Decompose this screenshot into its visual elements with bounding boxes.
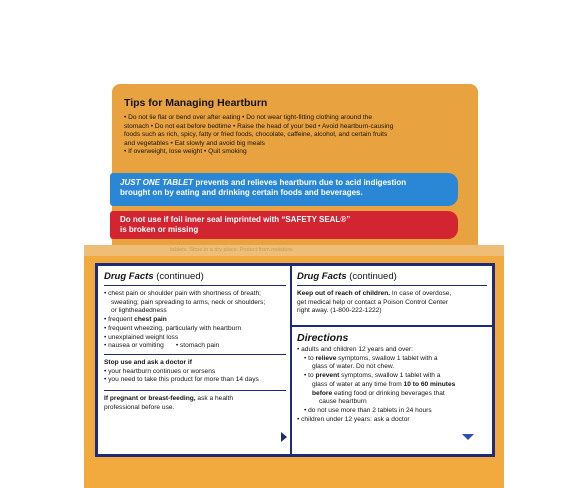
drug-facts-left-column [104,271,286,412]
tips-line: • If overweight, lose weight • Quit smoking [124,148,247,156]
one-tablet-banner [110,173,458,206]
list-item: • children under 12 years: ask a doctor [297,415,410,423]
list-item: • frequent wheezing, particularly with heartburn [104,324,242,332]
drug-facts-heading: Drug Facts (continued) [297,271,397,282]
list-item: glass of water. Do not chew. [312,363,395,371]
section-divider [292,325,492,327]
directions-heading: Directions [297,332,349,344]
list-item: • nausea or vomiting • stomach pain [104,342,220,350]
list-item: • your heartburn continues or worsens [104,367,216,375]
faded-print: tablets. Store in a dry place. Protect from moisture. [170,247,294,253]
list-item: • to prevent symptoms, swallow 1 tablet with a [304,372,441,380]
list-item: or lightheadedness [111,307,167,315]
heading-rule [104,285,286,286]
stop-use-heading: Stop use and ask a doctor if [104,358,192,366]
list-item: before eating food or drinking beverages that [312,389,445,397]
drug-facts-right-column [297,271,487,316]
list-item: • adults and children 12 years and over: [297,346,413,353]
list-item: sweating; pain spreading to arms, neck or shoulders; [111,298,266,306]
warning-line2: is broken or missing [120,224,199,234]
banner-text-line2: brought on by eating and drinking certain foods and beverages. [120,188,363,197]
section-rule [104,390,286,391]
keep-out-of-reach: Keep out of reach of children. In case of overdose, [297,290,452,297]
list-item: • you need to take this product for more than 14 days [104,376,259,384]
list-item: • chest pain or shoulder pain with shortness of breath; [104,290,261,297]
drug-facts-heading: Drug Facts (continued) [104,271,204,282]
list-item: • do not use more than 2 tablets in 24 hours [304,406,432,414]
pregnancy-warning: If pregnant or breast-feeding, ask a health [104,395,233,403]
list-item: • unexplained weight loss [104,333,179,341]
tips-line: foods such as rich, spicy, fatty or fried foods, chocolate, caffeine, alcohol, and certain fruits [124,131,388,139]
list-item: • to relieve symptoms, swallow 1 tablet with a [304,354,438,362]
tips-line: • Do not lie flat or bend over after eating • Do not wear tight-fitting clothing around the [124,114,372,121]
keep-out-of-reach-line3: right away. (1-800-222-1222) [297,307,382,315]
list-item: • frequent chest pain [104,316,167,324]
pregnancy-warning-line2: professional before use. [104,403,175,411]
continue-down-arrow-icon [462,434,474,440]
banner-text: prevents and relieves heartburn due to acid indigestion [193,178,407,187]
warning-line1: Do not use if foil inner seal imprinted with “SAFETY SEAL®” [120,215,351,224]
keep-out-of-reach-line2: get medical help or contact a Poison Control Center [297,298,449,306]
list-item: cause heartburn [319,398,367,406]
continue-right-arrow-icon [281,432,287,442]
directions-section [297,332,487,424]
tips-title: Tips for Managing Heartburn [124,97,268,109]
tips-line: and vegetables • Eat slowly and avoid big meals [124,139,265,147]
tips-body [124,114,464,157]
banner-emphasis: JUST ONE TABLET [120,178,194,187]
safety-seal-warning [110,211,458,239]
list-item: glass of water at any time from 10 to 60 minutes [312,380,456,388]
column-divider [290,266,292,454]
section-rule [104,354,286,355]
heading-rule [297,285,487,286]
tips-line: stomach • Do not eat before bedtime • Raise the head of your bed • Avoid heartburn-causing [124,122,394,130]
